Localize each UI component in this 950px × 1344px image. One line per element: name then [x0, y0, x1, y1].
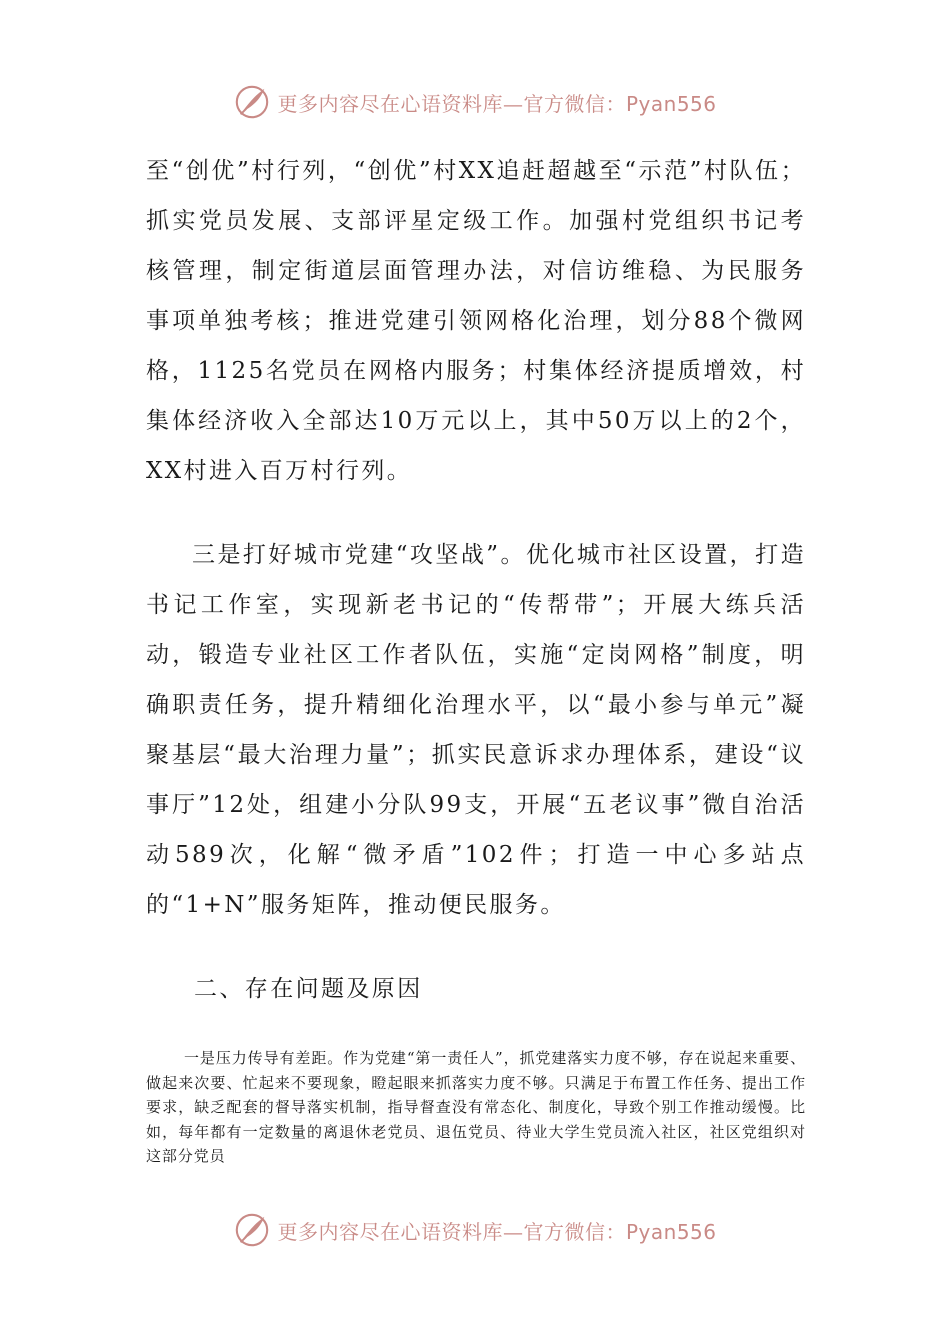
- paragraph-village-party-building: 至“创优”村行列，“创优”村XX追赶超越至“示范”村队伍；抓实党员发展、支部评星定级工作。加强村党组织书记考核管理，制定街道层面管理办法，对信访维稳、为民服务事项单独考核；推进党建引领网格化治理，划分88个微网格，1125名党员在网格内服务；村集体经济提质增效，村集体经济收入全部达10万元以上，其中50万以上的2个，XX村进入百万村行列。: [146, 158, 806, 484]
- banner-text: 更多内容尽在心语资料库—官方微信：Pyan556: [277, 1219, 717, 1244]
- header-banner: [0, 82, 950, 122]
- banner-text: 更多内容尽在心语资料库—官方微信：Pyan556: [277, 91, 717, 116]
- quill-logo-icon: [233, 1211, 271, 1249]
- footer-banner: [0, 1210, 950, 1250]
- quill-logo-icon: [233, 83, 271, 121]
- paragraph-pressure-transmission: 一是压力传导有差距。作为党建“第一责任人”，抓党建落实力度不够，存在说起来重要、做起来次要、忙起来不要现象，瞪起眼来抓落实力度不够。只满足于布置工作任务、提出工作要求，缺乏配套的督导落实机制，指导督查没有常态化、制度化，导致个别工作推动缓慢。比如，每年都有一定数量的离退休老党员、退伍党员、待业大学生党员流入社区，社区党组织对这部分党员: [146, 1049, 806, 1165]
- section-heading-problems: 二、存在问题及原因: [194, 976, 423, 1002]
- paragraph-urban-party-building: 三是打好城市党建“攻坚战”。优化城市社区设置，打造书记工作室，实现新老书记的“传帮带”；开展大练兵活动，锻造专业社区工作者队伍，实施“定岗网格”制度，明确职责任务，提升精细化治理水平，以“最小参与单元”凝聚基层“最大治理力量”；抓实民意诉求办理体系，建设“议事厅”12处，组建小分队99支，开展“五老议事”微自治活动589次，化解“微矛盾”102件；打造一中心多站点的“1+N”服务矩阵，推动便民服务。: [146, 542, 806, 918]
